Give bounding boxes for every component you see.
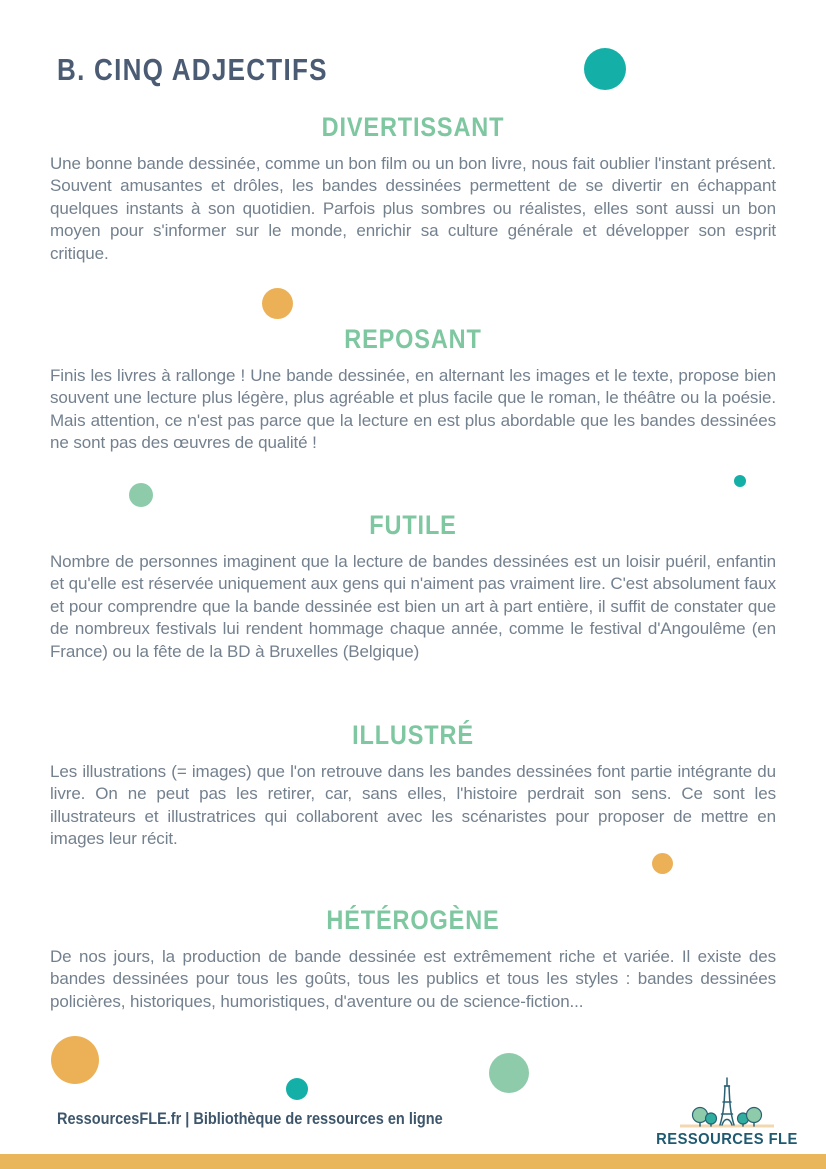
section-paragraph: Les illustrations (= images) que l'on retrouve dans les bandes dessinées font partie intégrante du livre. On ne peut pas les retirer, car, sans elles, l'histoire perdrait son sens. Ce sont les illustrateurs et illustratrices qui collaborent avec les scénaristes pour proposer de mettre en images leur récit. [50, 762, 776, 849]
amber-circle-large-decoration [51, 1036, 99, 1084]
section-heading: HÉTÉROGÈNE [326, 905, 500, 935]
section-paragraph: Finis les livres à rallonge ! Une bande dessinée, en alternant les images et le texte, propose bien souvent une lecture plus légère, plus agréable et plus facile que le roman, le théâtre ou la poésie. Mais attention, ce n'est pas parce que la lecture en est plus abordable que les bandes dessinées ne sont pas des œuvres de qualité ! [50, 366, 776, 453]
section-heading: ILLUSTRÉ [352, 720, 474, 750]
green-circle-1-decoration [129, 483, 153, 507]
section-futile [50, 510, 776, 663]
section-illustre [50, 720, 776, 851]
teal-dot-2-decoration [286, 1078, 308, 1100]
section-heterogene [50, 905, 776, 1013]
section-heading: DIVERTISSANT [321, 112, 505, 142]
ressources-fle-logo [647, 1076, 807, 1149]
green-circle-large-decoration [489, 1053, 529, 1093]
page-title: B. CINQ ADJECTIFS [57, 52, 328, 87]
section-heading: FUTILE [369, 510, 457, 540]
amber-dot-1-decoration [652, 853, 673, 874]
bottom-accent-bar [0, 1154, 826, 1169]
section-divertissant [50, 112, 776, 265]
footer-site-credit: RessourcesFLE.fr | Bibliothèque de ressources en ligne [57, 1110, 443, 1128]
logo-wordmark: RESSOURCES FLE [656, 1131, 798, 1148]
section-heading: REPOSANT [344, 324, 482, 354]
eiffel-tower-trees-icon [647, 1076, 807, 1130]
section-paragraph: Nombre de personnes imaginent que la lecture de bandes dessinées est un loisir puéril, enfantin et qu'elle est réservée uniquement aux gens qui n'aiment pas vraiment lire. C'est absolument faux et pour comprendre que la bande dessinée est bien un art à part entière, il suffit de constater que de nombreux festivals lui rendent hommage chaque année, comme le festival d'Angoulême (en France) ou la fête de la BD à Bruxelles (Belgique) [50, 552, 776, 661]
amber-circle-1-decoration [262, 288, 293, 319]
section-paragraph: Une bonne bande dessinée, comme un bon film ou un bon livre, nous fait oublier l'instant présent. Souvent amusantes et drôles, les bandes dessinées permettent de se divertir en échappant quelques instants à son quotidien. Parfois plus sombres ou réalistes, elles sont aussi un bon moyen pour s'informer sur le monde, enrichir sa culture générale et développer son esprit critique. [50, 154, 776, 263]
teal-dot-1-decoration [734, 475, 746, 487]
section-reposant [50, 324, 776, 455]
section-paragraph: De nos jours, la production de bande dessinée est extrêmement riche et variée. Il existe des bandes dessinées pour tous les goûts, tous les publics et tous les styles : bandes dessinées policières, historiques, humoristiques, d'aventure ou de science-fiction... [50, 947, 776, 1011]
teal-circle-top-decoration [584, 48, 626, 90]
